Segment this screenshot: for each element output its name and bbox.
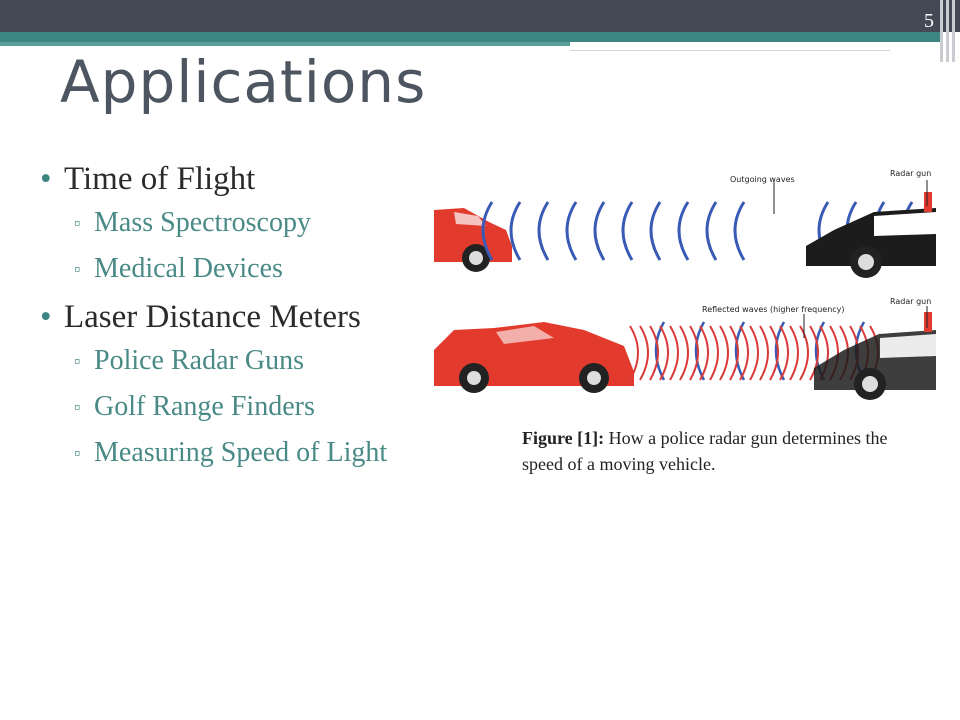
bullet-text: Laser Distance Meters (64, 299, 361, 335)
decorative-stripe (952, 0, 955, 62)
subitem-medical-devices (40, 252, 420, 286)
bullet-time-of-flight (40, 160, 420, 198)
subitem-text: Police Radar Guns (94, 345, 304, 376)
label-outgoing-waves: Outgoing waves (730, 175, 795, 184)
header-bar (0, 0, 960, 32)
header-rule (570, 50, 890, 55)
red-car-bottom-icon (434, 322, 634, 393)
subitem-police-radar-guns (40, 344, 420, 378)
subitem-text: Measuring Speed of Light (94, 437, 388, 468)
bottom-panel (434, 297, 936, 400)
subitem-marker-icon: ▫ (74, 443, 81, 463)
subitem-text: Golf Range Finders (94, 391, 315, 422)
figure-caption (522, 425, 922, 477)
label-radar-gun-bottom: Radar gun (890, 297, 932, 306)
label-radar-gun-top: Radar gun (890, 169, 932, 178)
radar-gun-figure (434, 150, 936, 406)
top-panel (434, 169, 936, 278)
red-car-top-icon (434, 208, 512, 272)
subitem-marker-icon: ▫ (74, 397, 81, 417)
radar-illustration (434, 150, 936, 406)
label-reflected-waves: Reflected waves (higher frequency) (702, 305, 845, 314)
slide-title: Applications (60, 48, 427, 116)
bullet-dot-icon: • (40, 299, 52, 335)
decorative-stripe (940, 0, 943, 62)
police-car-bottom-icon (814, 312, 936, 400)
caption-label: Figure [1]: (522, 428, 605, 448)
subitem-text: Medical Devices (94, 253, 283, 284)
bullet-laser-distance-meters (40, 298, 364, 336)
subitem-mass-spectroscopy (40, 206, 420, 240)
subitem-marker-icon: ▫ (74, 213, 81, 233)
decorative-stripe (946, 0, 949, 62)
bullet-dot-icon: • (40, 161, 52, 197)
subitem-text: Mass Spectroscopy (94, 207, 311, 238)
header-accent-band (0, 32, 940, 42)
bullet-list (40, 160, 420, 482)
subitem-golf-range-finders (40, 390, 420, 424)
bullet-text: Time of Flight (64, 161, 256, 197)
caption-text: How a police radar gun determines the speed of a moving vehicle. (522, 428, 888, 474)
slide-number: 5 (924, 10, 934, 32)
subitem-measuring-speed-of-light (40, 436, 414, 470)
subitem-marker-icon: ▫ (74, 351, 81, 371)
header-accent-line (0, 42, 570, 46)
subitem-marker-icon: ▫ (74, 259, 81, 279)
